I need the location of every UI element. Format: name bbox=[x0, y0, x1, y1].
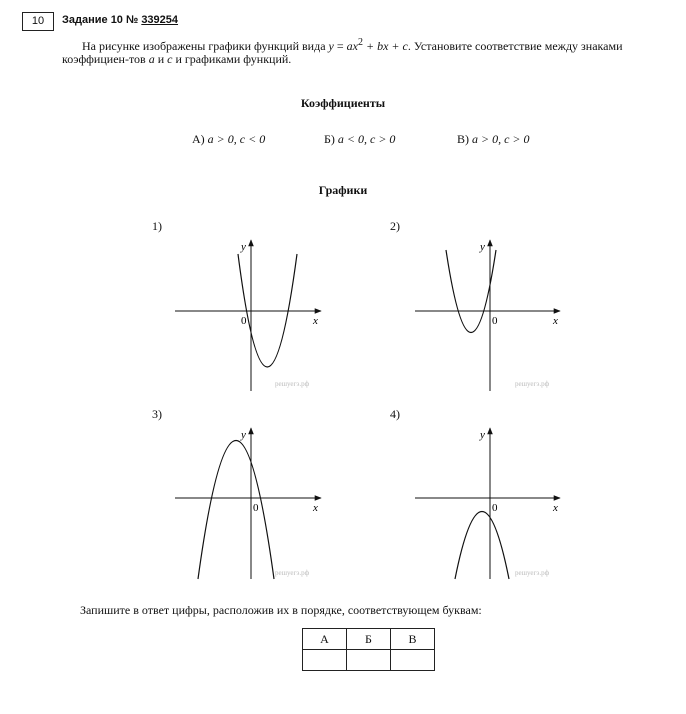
task-number-box: 10 bbox=[22, 12, 54, 31]
graph-label-3: 3) bbox=[152, 407, 162, 421]
watermark: решуегэ.рф bbox=[275, 569, 310, 577]
origin-label: 0 bbox=[492, 315, 498, 327]
coef-text: a > 0, c > 0 bbox=[472, 132, 530, 146]
condition-part3: и графиками функций. bbox=[172, 52, 292, 66]
answer-cell-b[interactable] bbox=[347, 650, 391, 671]
x-axis-label: x bbox=[553, 502, 558, 514]
graph-3 bbox=[175, 428, 321, 579]
origin-label: 0 bbox=[241, 315, 247, 327]
answer-table bbox=[302, 628, 435, 671]
graph-2 bbox=[415, 240, 560, 391]
y-axis-label: y bbox=[480, 241, 485, 253]
condition-part2: . Установите соответствие между знаками коэффициен-тов bbox=[62, 39, 623, 66]
graph-label-1: 1) bbox=[152, 219, 162, 233]
origin-label: 0 bbox=[492, 502, 498, 514]
y-axis-label: y bbox=[480, 429, 485, 441]
y-axis-label: y bbox=[241, 241, 246, 253]
coef-letter: В) bbox=[457, 132, 469, 146]
answer-header-row bbox=[303, 629, 435, 650]
formula-rest: + bx + c bbox=[362, 39, 408, 53]
x-axis-label: x bbox=[553, 315, 558, 327]
formula-y: y bbox=[328, 39, 334, 53]
coef-text: a > 0, c < 0 bbox=[207, 132, 266, 146]
coef-text: a < 0, c > 0 bbox=[337, 132, 396, 146]
coef-letter: Б) bbox=[324, 132, 335, 146]
formula-ax: ax bbox=[346, 39, 358, 53]
answer-header-v: В bbox=[391, 629, 435, 650]
var-a: a bbox=[148, 52, 155, 66]
x-axis-label: x bbox=[313, 502, 318, 514]
parabola-curve bbox=[455, 512, 509, 580]
formula-eq: = bbox=[333, 39, 347, 53]
graphs-heading: Графики bbox=[318, 183, 368, 197]
formula-exponent: 2 bbox=[357, 37, 363, 48]
graph-4 bbox=[415, 428, 560, 579]
watermark: решуегэ.рф bbox=[275, 380, 310, 388]
answer-cell-a[interactable] bbox=[303, 650, 347, 671]
answer-header-b: Б bbox=[347, 629, 391, 650]
answer-prompt: Запишите в ответ цифры, расположив их в порядке, соответствующем буквам: bbox=[80, 603, 482, 617]
x-axis-label: x bbox=[313, 315, 318, 327]
task-id-link[interactable]: 339254 bbox=[141, 14, 179, 26]
coefficients-heading: Коэффициенты bbox=[300, 96, 386, 110]
answer-header-a: А bbox=[303, 629, 347, 650]
graph-1 bbox=[175, 240, 321, 391]
parabola-curve bbox=[198, 441, 274, 580]
task-title-prefix: Задание 10 № bbox=[62, 14, 142, 26]
watermark: решуегэ.рф bbox=[515, 569, 550, 577]
parabola-curve bbox=[446, 250, 496, 333]
answer-cell-v[interactable] bbox=[391, 650, 435, 671]
graph-label-2: 2) bbox=[390, 219, 400, 233]
y-axis-label: y bbox=[241, 429, 246, 441]
var-c: c bbox=[167, 52, 173, 66]
condition-part1: На рисунке изображены графики функций вида bbox=[82, 39, 329, 53]
origin-label: 0 bbox=[253, 502, 259, 514]
coef-letter: А) bbox=[192, 132, 205, 146]
answer-input-row bbox=[303, 650, 435, 671]
watermark: решуегэ.рф bbox=[515, 380, 550, 388]
and-word: и bbox=[154, 52, 168, 66]
graph-label-4: 4) bbox=[390, 407, 400, 421]
